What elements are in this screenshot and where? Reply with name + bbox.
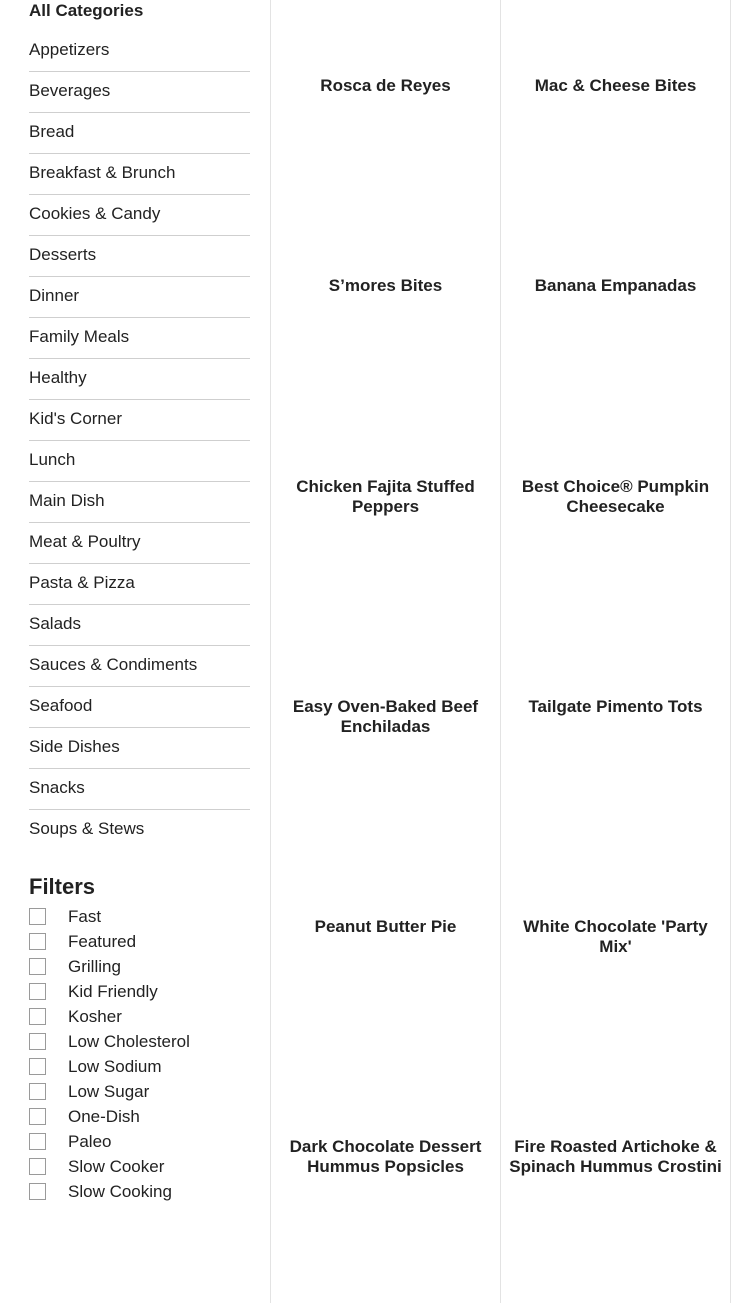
recipe-title[interactable]: Fire Roasted Artichoke & Spinach Hummus Crostini [509,1137,722,1176]
category-item[interactable]: Meat & Poultry [29,523,250,564]
filter-checkbox[interactable] [29,1183,46,1200]
category-item[interactable]: Desserts [29,236,250,277]
filter-checkbox[interactable] [29,1033,46,1050]
filter-option[interactable] [29,1004,250,1029]
recipe-card-title[interactable] [501,477,730,517]
filter-option[interactable] [29,929,250,954]
recipe-title[interactable]: Dark Chocolate Dessert Hummus Popsicles [289,1137,482,1176]
category-item[interactable]: Seafood [29,687,250,728]
filter-checkbox[interactable] [29,908,46,925]
category-list [29,31,250,850]
filters-title: Filters [29,874,96,899]
category-item[interactable]: Appetizers [29,31,250,72]
recipe-card-title[interactable] [501,1137,730,1177]
recipe-card-title[interactable] [271,917,500,937]
filter-checkbox[interactable] [29,1158,46,1175]
category-item[interactable]: Cookies & Candy [29,195,250,236]
filter-option[interactable] [29,1054,250,1079]
recipe-card-title[interactable] [501,917,730,957]
category-item[interactable]: Breakfast & Brunch [29,154,250,195]
filter-checkbox[interactable] [29,1058,46,1075]
recipe-card-title[interactable] [271,76,500,96]
filter-checkbox[interactable] [29,983,46,1000]
filter-label[interactable]: Kosher [68,1006,122,1026]
category-item[interactable]: Soups & Stews [29,819,145,838]
category-item[interactable]: Salads [29,605,250,646]
category-item[interactable]: Beverages [29,72,250,113]
recipe-card-title[interactable] [271,276,500,296]
grid-divider [730,0,731,1303]
category-item[interactable]: Side Dishes [29,728,250,769]
filter-option[interactable] [29,1079,250,1104]
filter-label[interactable]: Featured [68,931,137,951]
filter-label[interactable]: Low Sugar [68,1081,150,1101]
filter-label[interactable]: Kid Friendly [68,981,158,1001]
filter-option[interactable] [29,1104,250,1129]
recipe-card-title[interactable] [501,697,730,717]
recipe-title[interactable]: Banana Empanadas [534,276,697,295]
categories-title[interactable]: All Categories [29,1,144,20]
filter-option[interactable] [29,1179,250,1204]
category-item[interactable]: Bread [29,113,250,154]
filter-label[interactable]: One-Dish [68,1106,140,1126]
filter-label[interactable]: Slow Cooker [68,1156,165,1176]
sidebar [29,0,250,1204]
recipe-title[interactable]: Tailgate Pimento Tots [528,697,703,716]
category-item[interactable]: Sauces & Condiments [29,646,250,687]
category-item[interactable]: Dinner [29,277,250,318]
filter-label[interactable]: Grilling [68,956,121,976]
category-item[interactable]: Healthy [29,359,250,400]
filter-option[interactable] [29,1129,250,1154]
filter-label[interactable]: Low Sodium [68,1056,162,1076]
category-item[interactable]: Main Dish [29,482,250,523]
recipe-card-title[interactable] [271,477,500,517]
filter-checkbox[interactable] [29,933,46,950]
recipe-card-title[interactable] [271,1137,500,1177]
filter-option[interactable] [29,904,250,929]
category-item[interactable]: Family Meals [29,318,250,359]
category-item[interactable]: Snacks [29,769,250,810]
recipe-card-title[interactable] [501,76,730,96]
filter-option[interactable] [29,1154,250,1179]
grid-divider [500,0,501,1303]
filter-checkbox[interactable] [29,1108,46,1125]
filter-label[interactable]: Slow Cooking [68,1181,172,1201]
filter-list [29,904,250,1204]
category-item[interactable]: Lunch [29,441,250,482]
recipe-title[interactable]: Best Choice® Pumpkin Cheesecake [521,477,710,516]
filter-option[interactable] [29,1029,250,1054]
filter-checkbox[interactable] [29,958,46,975]
category-item[interactable]: Pasta & Pizza [29,564,250,605]
filter-label[interactable]: Low Cholesterol [68,1031,190,1051]
filter-label[interactable]: Fast [68,906,102,926]
filter-checkbox[interactable] [29,1008,46,1025]
recipe-title[interactable]: Chicken Fajita Stuffed Peppers [296,477,475,516]
recipe-card-title[interactable] [271,697,500,737]
recipe-title[interactable]: S’mores Bites [328,276,443,295]
filter-checkbox[interactable] [29,1133,46,1150]
recipe-card-title[interactable] [501,276,730,296]
recipe-title[interactable]: Peanut Butter Pie [314,917,457,936]
filter-option[interactable] [29,979,250,1004]
recipe-title[interactable]: Easy Oven-Baked Beef Enchiladas [292,697,479,736]
recipe-title[interactable]: Rosca de Reyes [320,76,451,95]
grid-divider [270,0,271,1303]
category-item[interactable]: Kid's Corner [29,400,250,441]
recipe-title[interactable]: White Chocolate 'Party Mix' [523,917,708,956]
filter-option[interactable] [29,954,250,979]
recipe-title[interactable]: Mac & Cheese Bites [534,76,697,95]
filter-label[interactable]: Paleo [68,1131,112,1151]
filter-checkbox[interactable] [29,1083,46,1100]
